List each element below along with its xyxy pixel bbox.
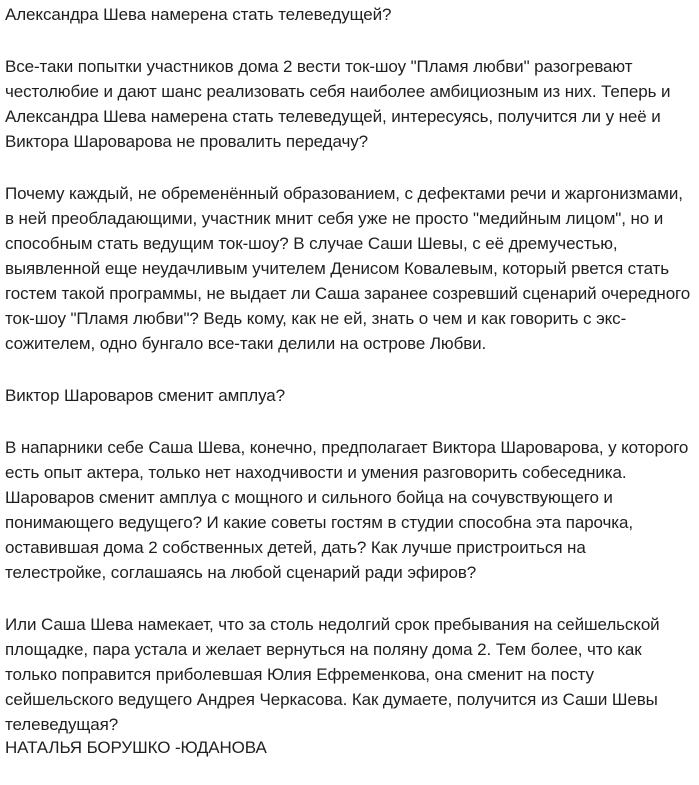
- article-heading-1: Александра Шева намерена стать телеведущей?: [5, 5, 392, 24]
- paragraph-gap: [5, 27, 691, 54]
- paragraph-gap: [5, 585, 691, 612]
- paragraph-gap: [5, 356, 691, 383]
- article-paragraph-4: Или Саша Шева намекает, что за столь недолгий срок пребывания на сейшельской площадке, пара устала и желает вернуться на поляну дома 2. Тем более, что как только поправится приболевшая Юлия Ефременкова, она сменит на посту сейшельского ведущего Андрея Черкасова. Как думаете, получится из Саши Шевы телеведущая?: [5, 615, 660, 734]
- article-paragraph-1: Все-таки попытки участников дома 2 вести ток-шоу "Пламя любви" разогревают честолюбие и дают шанс реализовать себя наиболее амбициозным из них. Теперь и Александра Шева намерена стать телеведущей, интересуясь, получится ли у неё и Виктора Шароварова не провалить передачу?: [5, 57, 671, 151]
- article-paragraph-2: Почему каждый, не обременённый образованием, с дефектами речи и жаргонизмами, в ней преобладающими, участник мнит себя уже не просто "медийным лицом", но и способным стать ведущим ток-шоу? В случае Саши Шевы, с её дремучестью, выявленной еще неудачливым учителем Денисом Ковалевым, который рвется стать гостем такой программы, не выдает ли Саша заранее созревший сценарий очередного ток-шоу "Пламя любви"? Ведь кому, как не ей, знать о чем и как говорить с экс-сожителем, одно бунгало все-таки делили на острове Любви.: [5, 184, 691, 353]
- paragraph-gap: [5, 154, 691, 181]
- article-heading-2: Виктор Шароваров сменит амплуа?: [5, 386, 286, 405]
- paragraph-gap: [5, 408, 691, 435]
- article-paragraph-3: В напарники себе Саша Шева, конечно, предполагает Виктора Шароварова, у которого есть опыт актера, только нет находчивости и умения разговорить собеседника. Шароваров сменит амплуа с мощного и сильного бойца на сочувствующего и понимающего ведущего? И какие советы гостям в студии способна эта парочка, оставившая дома 2 собственных детей, дать? Как лучше пристроиться на телестройке, соглашаясь на любой сценарий ради эфиров?: [5, 438, 689, 582]
- article: [0, 2, 699, 785]
- author-signature: НАТАЛЬЯ БОРУШКО -ЮДАНОВА: [5, 738, 267, 757]
